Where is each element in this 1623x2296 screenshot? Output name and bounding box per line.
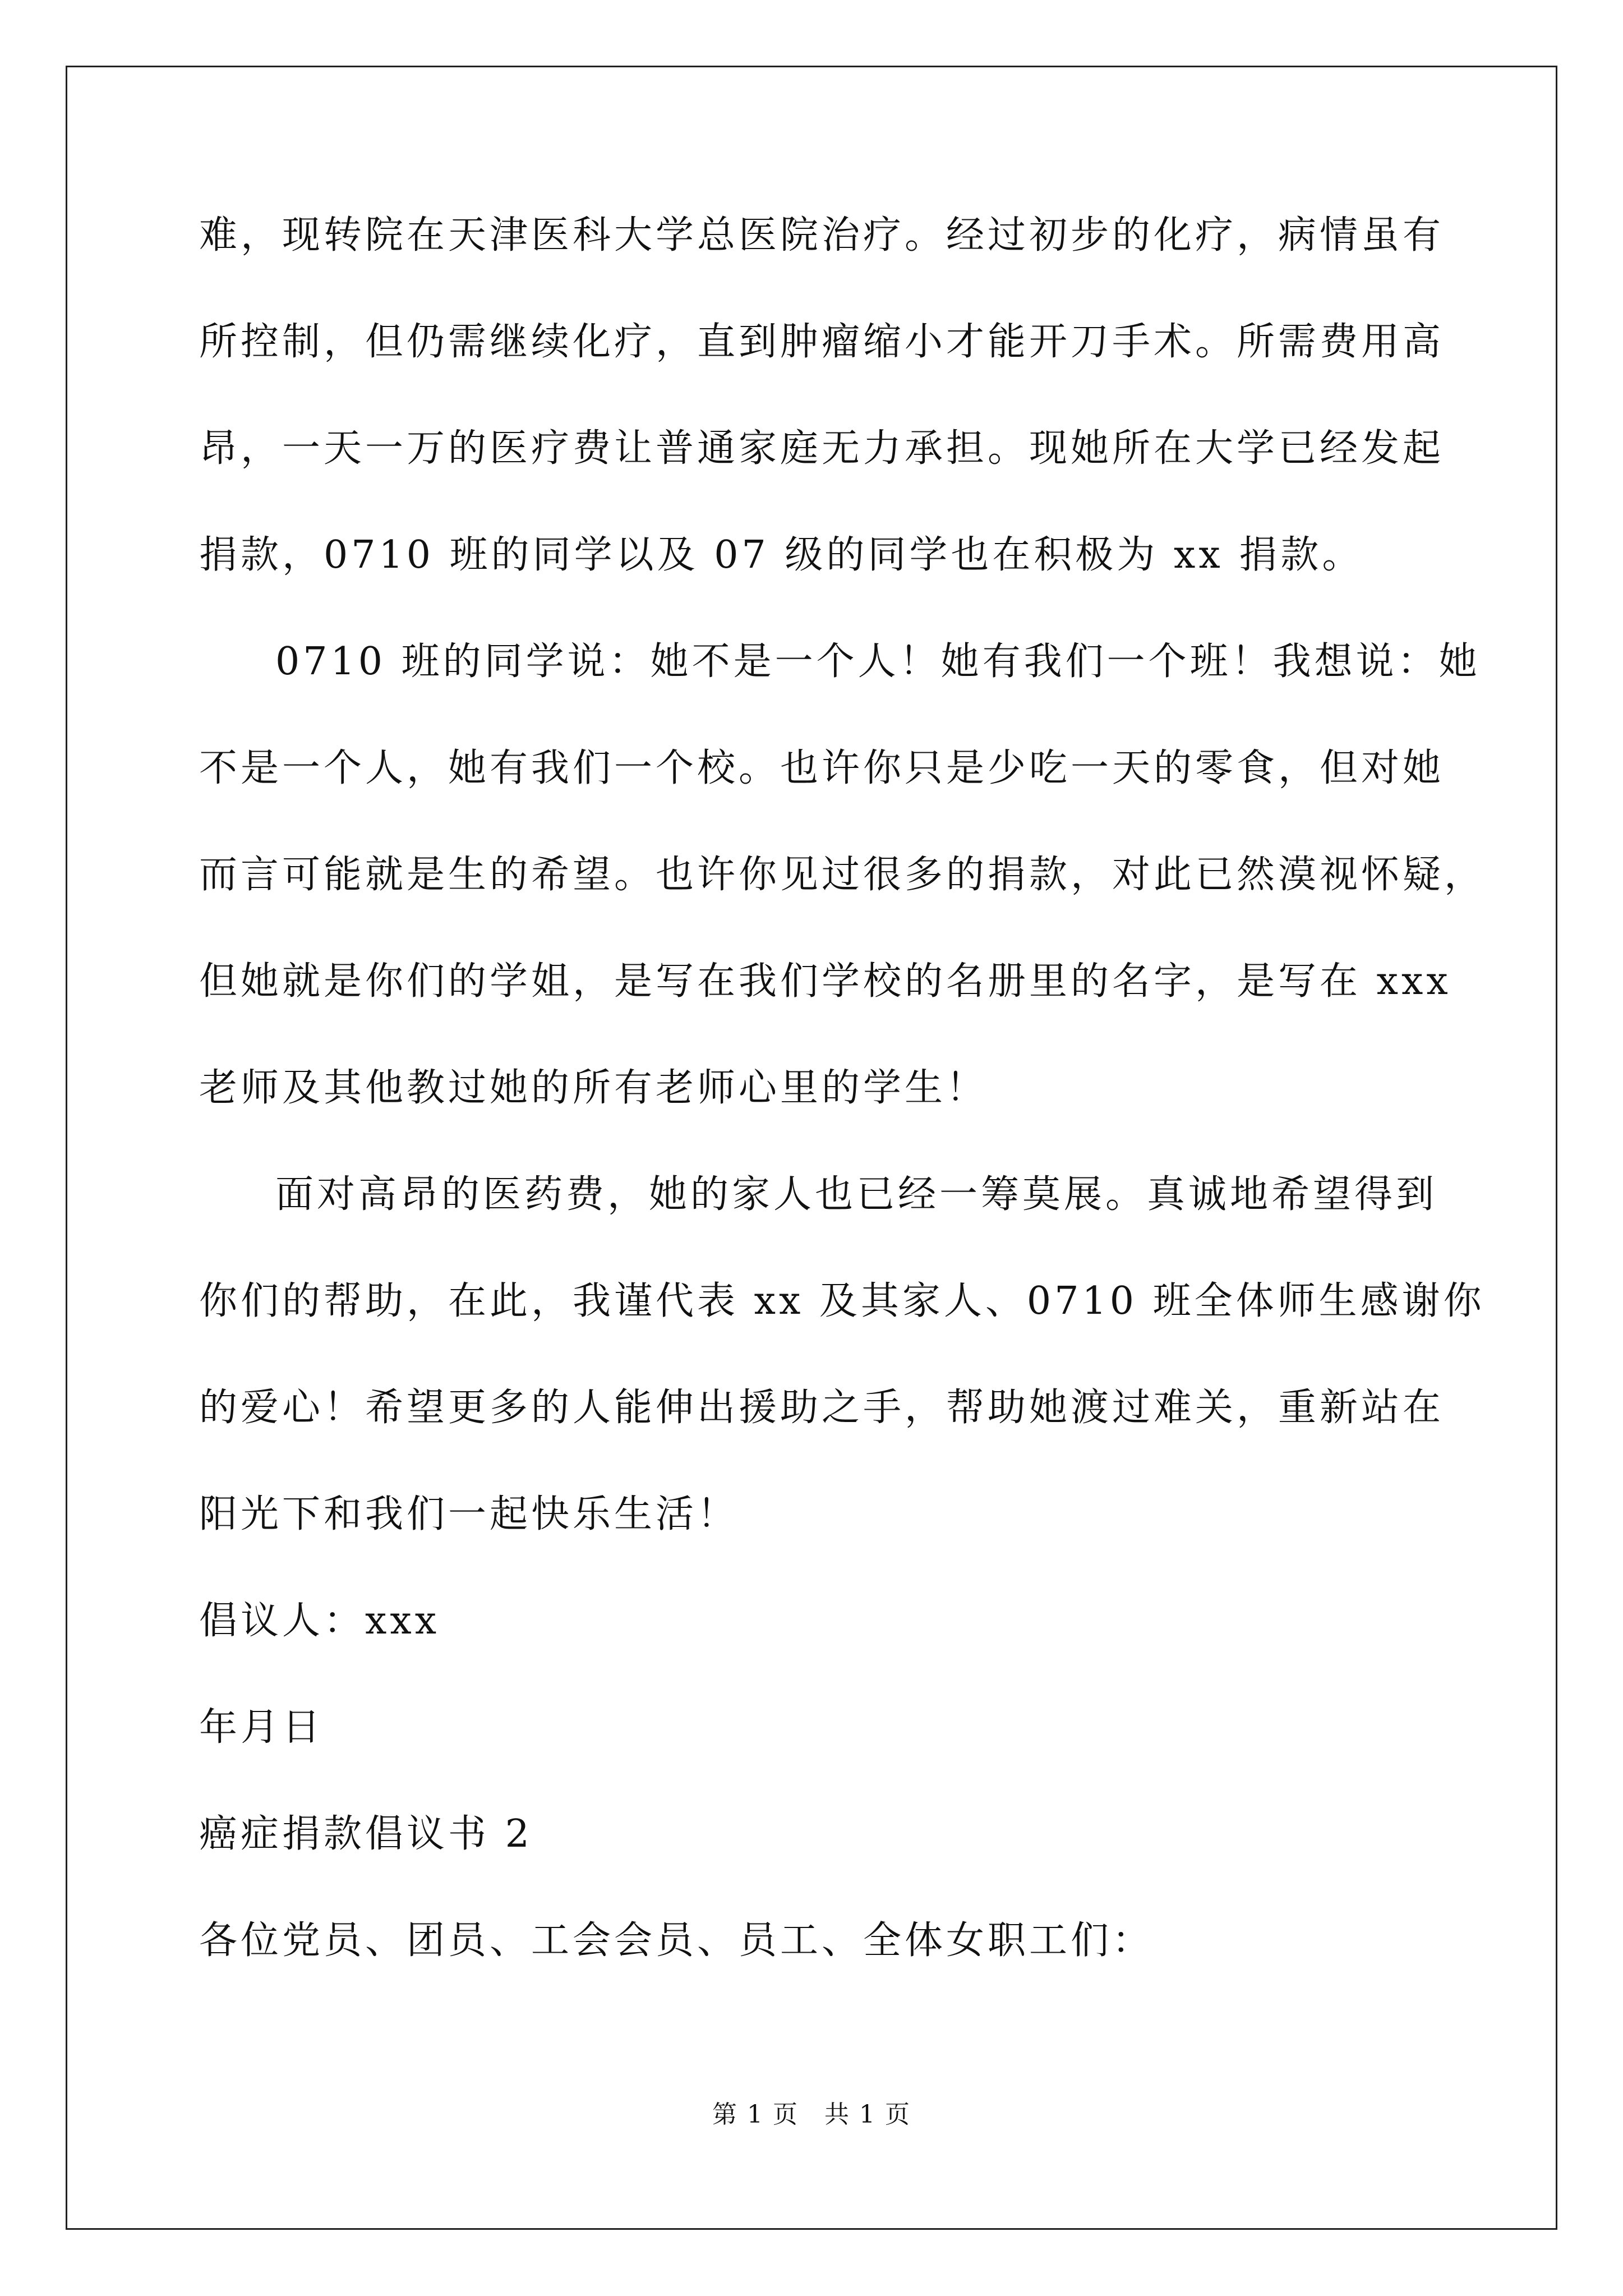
section-title: 癌症捐款倡议书 2 <box>199 1812 533 1856</box>
paragraph-2-line-1: 0710 班的同学说：她不是一个人！她有我们一个班！我想说：她 <box>275 639 1481 684</box>
date-line: 年月日 <box>199 1705 324 1750</box>
paragraph-2-line-3: 而言可能就是生的希望。也许你见过很多的捐款，对此已然漠视怀疑， <box>199 853 1486 897</box>
paragraph-3-line-1: 面对高昂的医药费，她的家人也已经一筹莫展。真诚地希望得到 <box>275 1172 1438 1217</box>
paragraph-1-line-2: 所控制，但仍需继续化疗，直到肿瘤缩小才能开刀手术。所需费用高 <box>199 320 1445 364</box>
paragraph-3-line-4: 阳光下和我们一起快乐生活！ <box>199 1492 739 1536</box>
paragraph-1-line-4: 捐款，0710 班的同学以及 07 级的同学也在积极为 xx 捐款。 <box>199 533 1364 577</box>
paragraph-1-line-1: 难，现转院在天津医科大学总医院治疗。经过初步的化疗，病情虽有 <box>199 213 1445 257</box>
paragraph-1-line-3: 昂，一天一万的医疗费让普通家庭无力承担。现她所在大学已经发起 <box>199 426 1445 471</box>
salutation: 各位党员、团员、工会会员、员工、全体女职工们： <box>199 1918 1154 1963</box>
paragraph-3-line-3: 的爱心！希望更多的人能伸出援助之手，帮助她渡过难关，重新站在 <box>199 1386 1445 1430</box>
paragraph-2-line-4: 但她就是你们的学姐，是写在我们学校的名册里的名字，是写在 xxx <box>199 959 1451 1004</box>
paragraph-2-line-2: 不是一个人，她有我们一个校。也许你只是少吃一天的零食，但对她 <box>199 746 1445 790</box>
paragraph-3-line-2: 你们的帮助，在此，我谨代表 xx 及其家人、0710 班全体师生感谢你 <box>199 1279 1485 1323</box>
page-footer: 第 1 页 共 1 页 <box>712 2100 911 2129</box>
paragraph-2-line-5: 老师及其他教过她的所有老师心里的学生！ <box>199 1066 988 1110</box>
page-border <box>66 66 1557 2230</box>
signature: 倡议人：xxx <box>199 1599 440 1643</box>
